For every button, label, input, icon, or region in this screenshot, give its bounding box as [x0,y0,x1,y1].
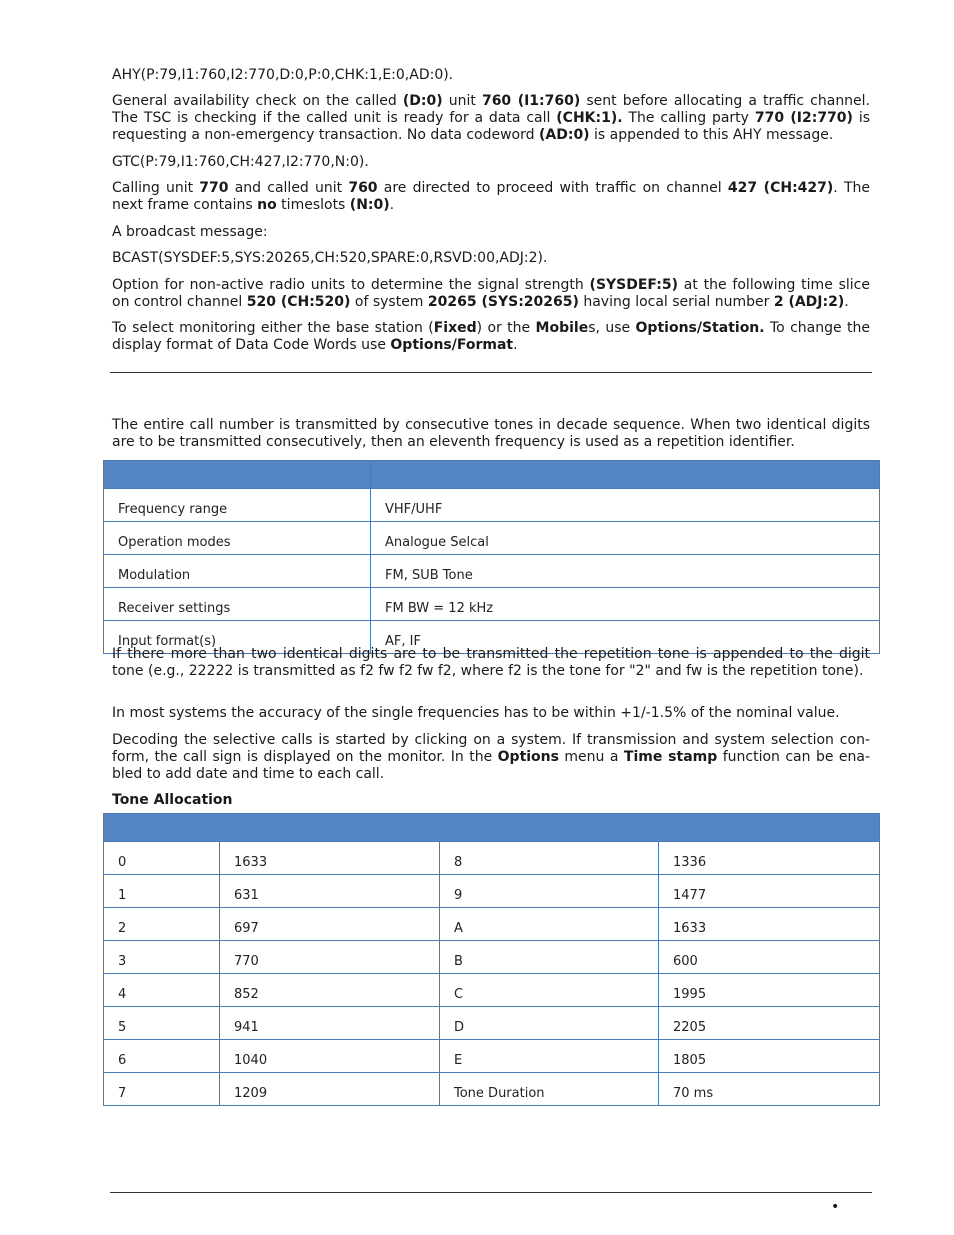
text-segment: Mobile [535,320,589,336]
parameter-value: FM BW = 12 kHz [371,588,880,621]
decoding-description [112,732,870,783]
tone-digit: A [440,908,659,941]
tone-row [104,941,880,974]
parameter-value: AF, IF [371,621,880,654]
parameter-value: Analogue Selcal [371,522,880,555]
text-segment: are directed to proceed with traffic on channel [377,180,728,196]
tone-frequency: 1209 [220,1073,440,1106]
text-segment: sent before allocating a traffic channel. The TSC is checking if the called unit is ready for a data call [112,93,871,126]
parameter-row [104,555,880,588]
text-segment: ) or the [476,320,536,336]
tone-frequency: 1336 [659,842,880,875]
parameter-name: Frequency range [104,489,371,522]
text-segment: at the following time slice on control channel [112,277,870,310]
parameter-value: VHF/UHF [371,489,880,522]
tone-frequency: 1040 [220,1040,440,1073]
tone-digit: D [440,1007,659,1040]
text-segment: (AD:0) [538,127,590,143]
tone-frequency: 852 [220,974,440,1007]
tone-frequency: 1995 [659,974,880,1007]
text-segment: (SYSDEF:5) [589,277,678,293]
text-segment: Fixed [433,320,477,336]
tone-frequency: 697 [220,908,440,941]
text-segment: The calling party [622,110,755,126]
repetition-description: If there more than two identical digits are to be transmitted the repetition tone is appended to the digit tone (e.g., 22222 is transmitted as f2 fw f2 fw f2, where f2 is the tone for "2" and fw is the repetition tone). [112,646,870,679]
tone-digit: 7 [104,1073,220,1106]
tone-digit: 0 [104,842,220,875]
text-segment: of system [350,294,428,310]
accuracy-description: In most systems the accuracy of the single frequencies has to be within +1/-1.5% of the nominal value. [112,705,840,721]
text-segment: 2 (ADJ:2) [773,294,845,310]
text-segment: Options/Station. [635,320,765,336]
footer-bullet: • [831,1199,840,1215]
parameter-value: FM, SUB Tone [371,555,880,588]
tone-digit: 6 [104,1040,220,1073]
parameter-name: Input format(s) [104,621,371,654]
tone-allocation-table [103,813,880,1106]
text-segment: . [844,294,849,310]
tone-digit: Tone Duration [440,1073,659,1106]
tone-digit: C [440,974,659,1007]
section-divider [110,372,872,373]
text-segment: 760 (I1:760) [481,93,581,109]
gtc-description [112,180,870,214]
bcast-description [112,277,870,311]
text-segment: (CHK:1). [556,110,623,126]
tone-frequency: 600 [659,941,880,974]
options-description [112,320,870,354]
tone-row [104,1040,880,1073]
text-segment: menu a [558,749,624,765]
text-segment: Decoding the selective calls is started by clicking on a system. If transmission and system selection con-form, the call sign is displayed on the monitor. In the [112,732,870,765]
tone-frequency: 770 [220,941,440,974]
gtc-message: GTC(P:79,I1:760,CH:427,I2:770,N:0). [112,154,369,170]
tone-digit: 3 [104,941,220,974]
tone-frequency: 1633 [220,842,440,875]
parameter-name: Operation modes [104,522,371,555]
text-segment: s, use [588,320,636,336]
text-segment: no [257,197,277,213]
text-segment: 760 [348,180,378,196]
text-segment: unit [442,93,482,109]
text-segment: 770 [199,180,229,196]
text-segment: Time stamp [623,749,718,765]
text-segment: 770 (I2:770) [754,110,853,126]
tone-digit: B [440,941,659,974]
tone-frequency: 2205 [659,1007,880,1040]
parameters-table-header [104,461,880,489]
parameter-row [104,588,880,621]
tone-row [104,1073,880,1106]
text-segment: 520 (CH:520) [246,294,351,310]
tone-allocation-heading: Tone Allocation [112,792,233,808]
broadcast-label: A broadcast message: [112,224,268,240]
tone-frequency: 1633 [659,908,880,941]
tone-digit: 9 [440,875,659,908]
bcast-message: BCAST(SYSDEF:5,SYS:20265,CH:520,SPARE:0,RSVD:00,ADJ:2). [112,250,548,266]
tone-row [104,1007,880,1040]
text-segment: having local serial number [578,294,774,310]
parameter-name: Modulation [104,555,371,588]
tone-frequency: 941 [220,1007,440,1040]
text-segment: is requesting a non-emergency transaction. No data codeword [112,110,871,143]
text-segment: 427 (CH:427) [727,180,834,196]
ahy-message: AHY(P:79,I1:760,I2:770,D:0,P:0,CHK:1,E:0,AD:0). [112,67,454,83]
text-segment: Option for non-active radio units to determine the signal strength [112,277,590,293]
text-segment: Options/Format [390,337,514,353]
tone-row [104,908,880,941]
tone-digit: 2 [104,908,220,941]
tone-row [104,842,880,875]
parameters-table [103,460,880,654]
tone-frequency: 1477 [659,875,880,908]
parameter-row [104,489,880,522]
text-segment: General availability check on the called [112,93,403,109]
tone-digit: 5 [104,1007,220,1040]
tone-frequency: 631 [220,875,440,908]
text-segment: (N:0) [349,197,390,213]
tone-frequency: 1805 [659,1040,880,1073]
text-segment: function can be ena-bled to add date and time to each call. [112,749,870,782]
tone-row [104,875,880,908]
parameter-name: Receiver settings [104,588,371,621]
footer-rule [110,1192,872,1193]
text-segment: 20265 (SYS:20265) [427,294,579,310]
text-segment: and called unit [228,180,349,196]
text-segment: Options [497,749,559,765]
tone-digit: 8 [440,842,659,875]
text-segment: To change the display format of Data Code Words use [112,320,870,353]
ahy-description [112,93,870,144]
text-segment: is appended to this AHY message. [589,127,834,143]
tone-digit: 4 [104,974,220,1007]
text-segment: (D:0) [402,93,443,109]
tone-digit: E [440,1040,659,1073]
text-segment: . [389,197,395,213]
text-segment: . [513,337,518,353]
text-segment: . The next frame contains [112,180,870,213]
section-intro: The entire call number is transmitted by consecutive tones in decade sequence. When two identical digits are to be transmitted consecutively, then an eleventh frequency is used as a repetition identifier. [112,417,870,450]
tone-frequency: 70 ms [659,1073,880,1106]
text-segment: Calling unit [112,180,200,196]
tone-table-header [104,814,880,842]
tone-row [104,974,880,1007]
text-segment: timeslots [276,197,350,213]
parameter-row [104,522,880,555]
text-segment: To select monitoring either the base station ( [112,320,434,336]
tone-digit: 1 [104,875,220,908]
